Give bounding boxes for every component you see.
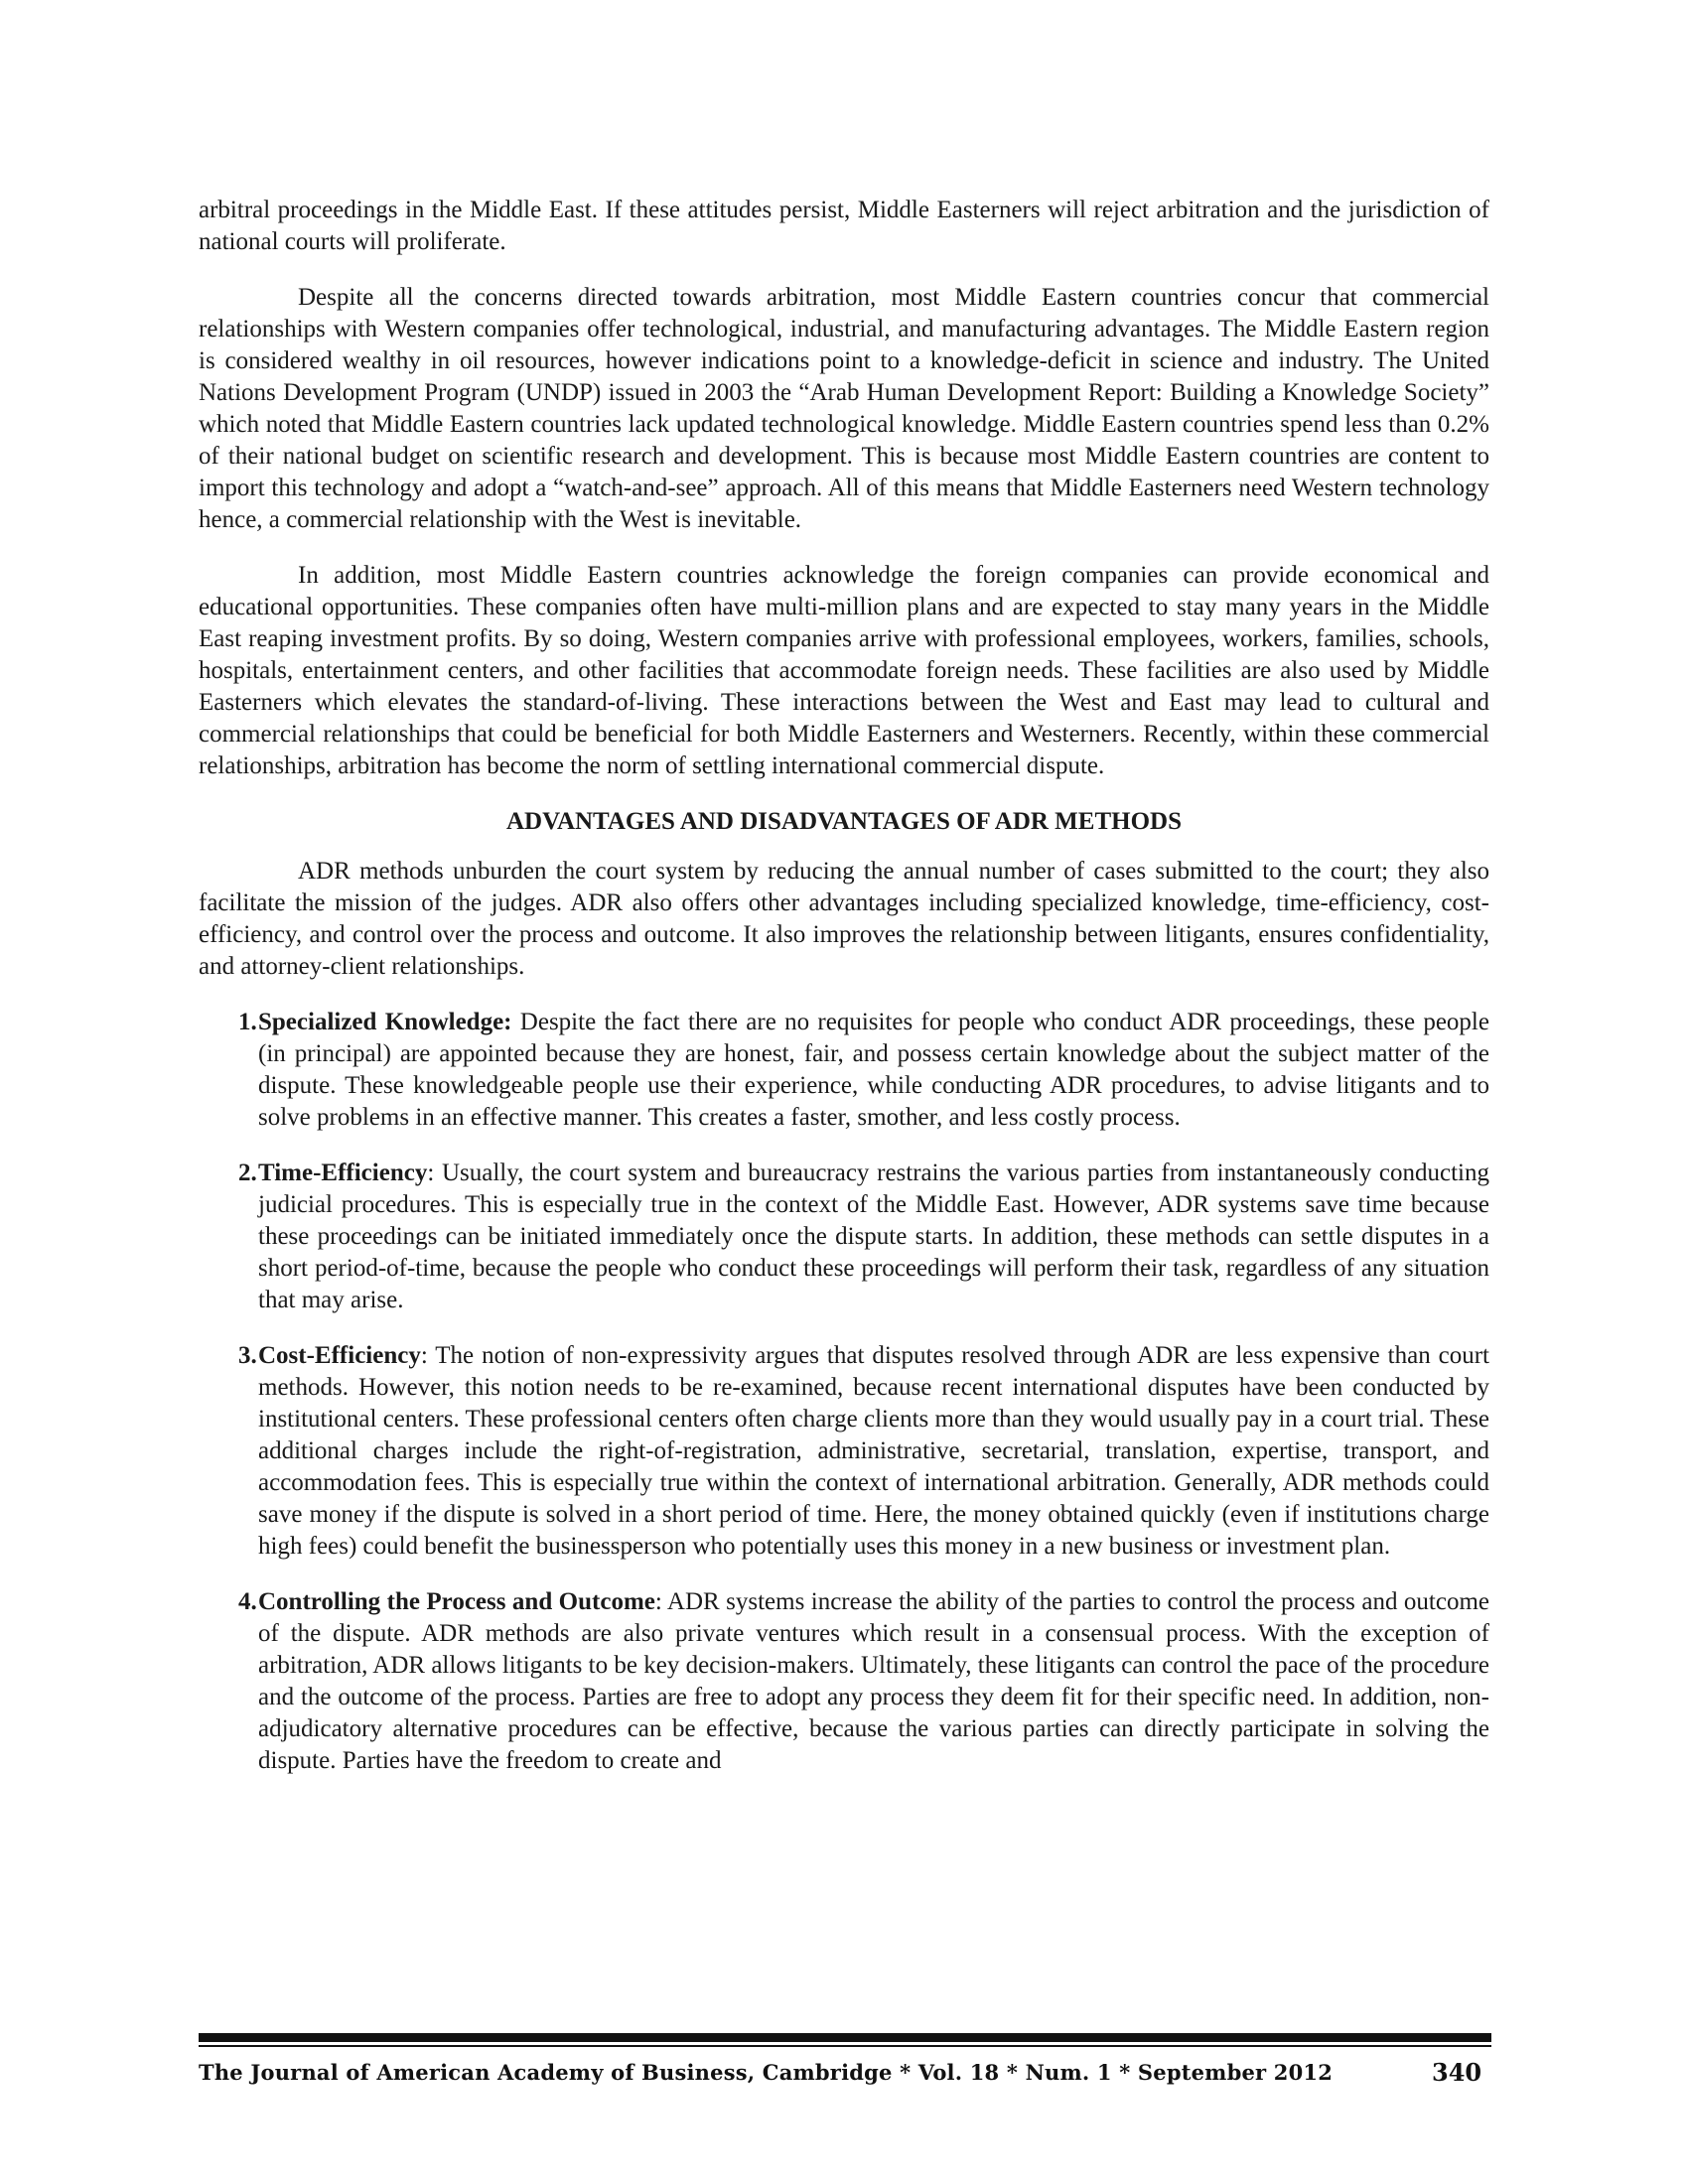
list-item-text: Despite the fact there are no requisites for people who conduct ADR proceedings, these people (in principal) are appointed because they are honest, fair, and possess certain knowledge about the subject matter of the dispute. These knowledgeable people use their experience, while conducting ADR procedures, to advise litigants and to solve problems in an effective manner. This creates a faster, smother, and less costly process. bbox=[258, 1009, 1489, 1131]
list-item-number: 2. bbox=[238, 1160, 257, 1186]
list-item-text: : The notion of non-expressivity argues that disputes resolved through ADR are less expensive than court methods. However, this notion needs to be re-examined, because recent international disputes have been conducted by institutional centers. These professional centers often charge clients more than they would usually pay in a court trial. These additional charges include the right-of-registration, administrative, secretarial, translation, expertise, transport, and accommodation fees. This is especially true within the context of international arbitration. Generally, ADR methods could save money if the dispute is solved in a short period of time. Here, the money obtained quickly (even if institutions charge high fees) could benefit the businessperson who potentially uses this money in a new business or investment plan. bbox=[258, 1342, 1489, 1560]
list-item-number: 3. bbox=[238, 1342, 257, 1369]
paragraph-opportunities: In addition, most Middle Eastern countries acknowledge the foreign companies can provide economical and educational opportunities. These companies often have multi-million plans and are expected to stay many years in the Middle East reaping investment profits. By so doing, Western companies arrive with professional employees, workers, families, schools, hospitals, entertainment centers, and other facilities that accommodate foreign needs. These facilities are also used by Middle Easterners which elevates the standard-of-living. These interactions between the West and East may lead to cultural and commercial relationships that could be beneficial for both Middle Easterners and Westerners. Recently, within these commercial relationships, arbitration has become the norm of settling international commercial dispute. bbox=[199, 562, 1489, 779]
paragraph-technology: Despite all the concerns directed towards arbitration, most Middle Eastern countries concur that commercial relationships with Western companies offer technological, industrial, and manufacturing advantages. The Middle Eastern region is considered wealthy in oil resources, however indications point to a knowledge-deficit in science and industry. The United Nations Development Program (UNDP) issued in 2003 the “Arab Human Development Report: Building a Knowledge Society” which noted that Middle Eastern countries lack updated technological knowledge. Middle Eastern countries spend less than 0.2% of their national budget on scientific research and development. This is because most Middle Eastern countries are content to import this technology and adopt a “watch-and-see” approach. All of this means that Middle Easterners need Western technology hence, a commercial relationship with the West is inevitable. bbox=[199, 284, 1489, 533]
page-number: 340 bbox=[1432, 2058, 1482, 2087]
footer-journal-citation: The Journal of American Academy of Business, Cambridge * Vol. 18 * Num. 1 * September 2012 bbox=[199, 2060, 1334, 2085]
advantages-list bbox=[199, 1007, 1489, 1777]
list-item-term: Controlling the Process and Outcome bbox=[258, 1588, 655, 1615]
list-item-text: : Usually, the court system and bureaucracy restrains the various parties from instantaneously conducting judicial procedures. This is especially true in the context of the Middle East. However, ADR systems save time because these proceedings can be initiated immediately once the dispute starts. In addition, these methods can settle disputes in a short period-of-time, because the people who conduct these proceedings will perform their task, regardless of any situation that may arise. bbox=[258, 1160, 1489, 1313]
list-item-number: 1. bbox=[238, 1009, 257, 1035]
footer-rule-thick bbox=[199, 2033, 1491, 2042]
list-item-term: Time-Efficiency bbox=[258, 1160, 428, 1186]
list-item bbox=[199, 1158, 1489, 1316]
list-item bbox=[199, 1007, 1489, 1134]
list-item-term: Cost-Efficiency bbox=[258, 1342, 421, 1369]
list-item bbox=[199, 1340, 1489, 1563]
footer-rule-thin bbox=[199, 2045, 1491, 2047]
list-item bbox=[199, 1586, 1489, 1777]
list-item-text: : ADR systems increase the ability of the parties to control the process and outcome of the dispute. ADR methods are also private ventures which result in a consensual process. With the exception of arbitration, ADR allows litigants to be key decision-makers. Ultimately, these litigants can control the pace of the procedure and the outcome of the process. Parties are free to adopt any process they deem fit for their specific need. In addition, non-adjudicatory alternative procedures can be effective, because the various parties can directly participate in solving the dispute. Parties have the freedom to create and bbox=[258, 1588, 1489, 1774]
section-intro: ADR methods unburden the court system by reducing the annual number of cases submitted to the court; they also facilitate the mission of the judges. ADR also offers other advantages including specialized knowledge, time-efficiency, cost-efficiency, and control over the process and outcome. It also improves the relationship between litigants, ensures confidentiality, and attorney-client relationships. bbox=[199, 858, 1489, 980]
list-item-term: Specialized Knowledge: bbox=[258, 1009, 512, 1035]
list-item-number: 4. bbox=[238, 1588, 257, 1615]
section-heading: ADVANTAGES AND DISADVANTAGES OF ADR METHODS bbox=[506, 808, 1182, 835]
paragraph-continuation: arbitral proceedings in the Middle East. If these attitudes persist, Middle Easterners will reject arbitration and the jurisdiction of national courts will proliferate. bbox=[199, 197, 1489, 255]
page-body bbox=[199, 195, 1489, 1801]
